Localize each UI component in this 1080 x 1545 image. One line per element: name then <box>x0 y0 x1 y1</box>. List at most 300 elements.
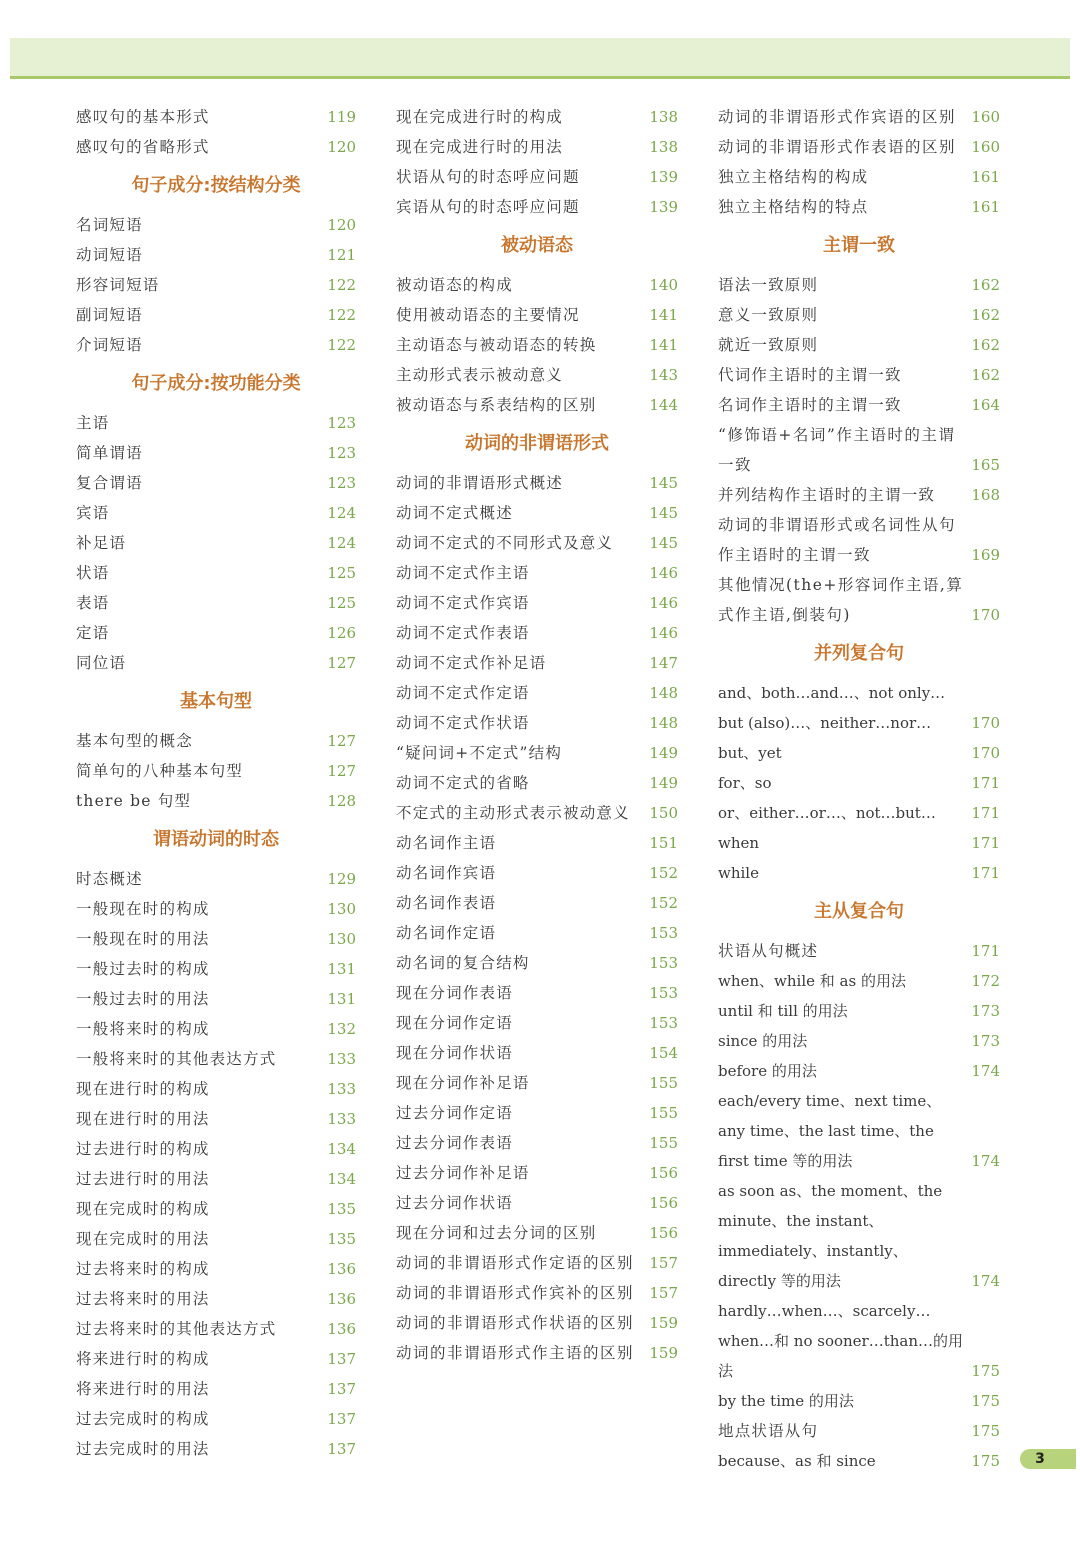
toc-entry-page: 151 <box>649 834 678 852</box>
toc-entry-title: 过去分词作状语 <box>396 1194 513 1212</box>
toc-entry[interactable] <box>718 510 1000 570</box>
toc-entry[interactable] <box>718 1416 1000 1446</box>
toc-entry-page: 130 <box>327 930 356 948</box>
toc-entry-page: 136 <box>327 1320 356 1338</box>
toc-entry[interactable] <box>396 558 678 588</box>
toc-entry[interactable] <box>396 708 678 738</box>
toc-entry-page: 175 <box>971 1362 1000 1380</box>
toc-entry-page: 169 <box>971 546 1000 564</box>
toc-entry[interactable] <box>396 738 678 768</box>
toc-entry[interactable] <box>718 738 1000 768</box>
toc-entry[interactable] <box>76 240 356 270</box>
section-heading: 并列复合句 <box>814 643 904 664</box>
toc-entry[interactable] <box>718 570 1000 630</box>
toc-entry[interactable] <box>396 768 678 798</box>
toc-entry[interactable] <box>718 360 1000 390</box>
toc-entry-title: 将来进行时的用法 <box>76 1380 210 1398</box>
toc-entry[interactable] <box>718 102 1000 132</box>
toc-entry-page: 149 <box>649 744 678 762</box>
toc-entry[interactable] <box>396 192 678 222</box>
toc-entry-title: 地点状语从句 <box>718 1422 819 1440</box>
toc-entry[interactable] <box>396 1098 678 1128</box>
toc-entry[interactable] <box>718 1176 1000 1296</box>
toc-entry-title: 过去完成时的用法 <box>76 1440 210 1458</box>
toc-entry-title: 简单句的八种基本句型 <box>76 762 244 780</box>
toc-entry[interactable] <box>396 678 678 708</box>
toc-entry-title: 现在完成进行时的用法 <box>396 138 564 156</box>
toc-entry[interactable] <box>76 1254 356 1284</box>
toc-entry[interactable] <box>76 132 356 162</box>
toc-entry-page: 162 <box>971 366 1000 384</box>
toc-entry-page: 122 <box>327 306 356 324</box>
toc-entry[interactable] <box>76 756 356 786</box>
toc-entry-title: 一般将来时的其他表达方式 <box>76 1050 277 1068</box>
toc-entry-page: 145 <box>649 534 678 552</box>
toc-entry-title: and、both…and…、not only…but (also)…、neither…nor… <box>718 684 946 732</box>
toc-entry-title: 动词的非谓语形式作主语的区别 <box>396 1344 635 1362</box>
toc-entry-title: 主语 <box>76 414 110 432</box>
toc-entry-title: 现在进行时的构成 <box>76 1080 210 1098</box>
toc-entry-title: 过去进行时的用法 <box>76 1170 210 1188</box>
toc-entry-page: 145 <box>649 474 678 492</box>
toc-entry-page: 141 <box>649 336 678 354</box>
toc-entry-title: by the time 的用法 <box>718 1392 854 1410</box>
toc-entry[interactable] <box>396 828 678 858</box>
toc-entry-title: “修饰语+名词”作主语时的主谓一致 <box>718 426 956 474</box>
toc-entry-title: 意义一致原则 <box>718 306 819 324</box>
toc-entry-title: 动词不定式的省略 <box>396 774 530 792</box>
toc-entry[interactable] <box>76 648 356 678</box>
toc-entry-title: 感叹句的基本形式 <box>76 108 210 126</box>
toc-entry-title: 语法一致原则 <box>718 276 819 294</box>
toc-entry[interactable] <box>718 996 1000 1026</box>
toc-entry[interactable] <box>76 1104 356 1134</box>
toc-entry-title: 宾语 <box>76 504 110 522</box>
toc-entry-page: 123 <box>327 474 356 492</box>
toc-entry[interactable] <box>718 936 1000 966</box>
toc-entry-title: because、as 和 since <box>718 1452 876 1470</box>
toc-entry-title: 动词的非谓语形式作定语的区别 <box>396 1254 635 1272</box>
toc-entry-page: 161 <box>971 168 1000 186</box>
toc-entry-page: 171 <box>971 864 1000 882</box>
toc-entry[interactable] <box>396 330 678 360</box>
toc-entry-title: 动名词作主语 <box>396 834 497 852</box>
toc-entry-title: 基本句型的概念 <box>76 732 193 750</box>
toc-entry-title: 名词短语 <box>76 216 143 234</box>
toc-entry-title: 简单谓语 <box>76 444 143 462</box>
toc-entry[interactable] <box>76 786 356 816</box>
toc-entry-title: 介词短语 <box>76 336 143 354</box>
toc-entry[interactable] <box>76 438 356 468</box>
toc-entry-title: 现在分词作表语 <box>396 984 513 1002</box>
toc-entry-page: 120 <box>327 216 356 234</box>
toc-entry[interactable] <box>718 1446 1000 1476</box>
section-heading: 句子成分:按结构分类 <box>131 175 301 196</box>
toc-entry-page: 171 <box>971 942 1000 960</box>
toc-entry-title: 现在分词作状语 <box>396 1044 513 1062</box>
toc-entry-title: 动名词作宾语 <box>396 864 497 882</box>
toc-entry-title: 动词不定式作补足语 <box>396 654 547 672</box>
toc-entry-title: 并列结构作主语时的主谓一致 <box>718 486 936 504</box>
toc-column-1 <box>76 102 356 1464</box>
toc-entry[interactable] <box>718 300 1000 330</box>
toc-entry-page: 132 <box>327 1020 356 1038</box>
toc-entry-title: 状语从句的时态呼应问题 <box>396 168 580 186</box>
toc-entry-title: 动词不定式的不同形式及意义 <box>396 534 614 552</box>
toc-entry-title: 表语 <box>76 594 110 612</box>
toc-entry-title: 动词不定式作状语 <box>396 714 530 732</box>
toc-entry-title: 独立主格结构的特点 <box>718 198 869 216</box>
toc-entry-page: 123 <box>327 444 356 462</box>
toc-entry-title: 一般将来时的构成 <box>76 1020 210 1038</box>
toc-entry[interactable] <box>396 270 678 300</box>
toc-entry-page: 161 <box>971 198 1000 216</box>
toc-entry[interactable] <box>396 1338 678 1368</box>
toc-entry[interactable] <box>718 1296 1000 1386</box>
toc-entry-page: 133 <box>327 1050 356 1068</box>
toc-entry[interactable] <box>396 888 678 918</box>
toc-entry-page: 137 <box>327 1380 356 1398</box>
toc-entry-title: 感叹句的省略形式 <box>76 138 210 156</box>
toc-entry[interactable] <box>76 1404 356 1434</box>
toc-entry[interactable] <box>396 1128 678 1158</box>
toc-entry[interactable] <box>76 468 356 498</box>
toc-entry-title: 副词短语 <box>76 306 143 324</box>
toc-entry-page: 148 <box>649 714 678 732</box>
section-heading: 被动语态 <box>501 235 573 256</box>
toc-entry[interactable] <box>396 1158 678 1188</box>
toc-entry[interactable] <box>396 648 678 678</box>
header-band <box>10 38 1070 76</box>
toc-entry[interactable] <box>76 498 356 528</box>
toc-entry-page: 121 <box>327 246 356 264</box>
toc-entry-page: 141 <box>649 306 678 324</box>
toc-entry-page: 162 <box>971 276 1000 294</box>
toc-entry[interactable] <box>718 858 1000 888</box>
toc-entry-page: 170 <box>971 714 1000 732</box>
toc-entry[interactable] <box>718 390 1000 420</box>
header-rule <box>10 76 1070 79</box>
toc-entry-title: 现在进行时的用法 <box>76 1110 210 1128</box>
toc-entry[interactable] <box>718 828 1000 858</box>
toc-entry-title: 一般现在时的构成 <box>76 900 210 918</box>
toc-entry-page: 146 <box>649 564 678 582</box>
toc-entry[interactable] <box>396 498 678 528</box>
toc-entry-page: 156 <box>649 1164 678 1182</box>
toc-entry[interactable] <box>76 270 356 300</box>
toc-entry-title: 动词不定式作主语 <box>396 564 530 582</box>
toc-entry-page: 156 <box>649 1224 678 1242</box>
toc-entry[interactable] <box>396 468 678 498</box>
toc-entry-title: but、yet <box>718 744 782 762</box>
toc-entry[interactable] <box>396 102 678 132</box>
toc-entry[interactable] <box>396 390 678 420</box>
toc-entry[interactable] <box>396 948 678 978</box>
toc-entry[interactable] <box>76 864 356 894</box>
toc-entry[interactable] <box>76 1044 356 1074</box>
toc-entry-page: 172 <box>971 972 1000 990</box>
toc-entry-page: 135 <box>327 1230 356 1248</box>
toc-entry-title: 一般过去时的用法 <box>76 990 210 1008</box>
toc-entry-page: 168 <box>971 486 1000 504</box>
toc-entry[interactable] <box>76 1224 356 1254</box>
toc-entry-page: 157 <box>649 1254 678 1272</box>
toc-entry-page: 148 <box>649 684 678 702</box>
toc-entry-title: 同位语 <box>76 654 127 672</box>
toc-entry-page: 156 <box>649 1194 678 1212</box>
toc-entry-title: 状语 <box>76 564 110 582</box>
toc-entry-title: 时态概述 <box>76 870 143 888</box>
toc-entry[interactable] <box>396 1248 678 1278</box>
toc-entry[interactable] <box>76 1194 356 1224</box>
toc-entry[interactable] <box>76 210 356 240</box>
toc-entry-page: 134 <box>327 1170 356 1188</box>
toc-entry[interactable] <box>76 1284 356 1314</box>
toc-entry[interactable] <box>718 1386 1000 1416</box>
toc-entry-page: 170 <box>971 606 1000 624</box>
toc-entry-page: 136 <box>327 1260 356 1278</box>
toc-entry-title: 形容词短语 <box>76 276 160 294</box>
toc-entry-title: 动词的非谓语形式概述 <box>396 474 564 492</box>
toc-entry-title: 动词不定式作定语 <box>396 684 530 702</box>
toc-entry-page: 139 <box>649 168 678 186</box>
toc-entry[interactable] <box>718 678 1000 738</box>
toc-entry[interactable] <box>76 1074 356 1104</box>
toc-entry-page: 145 <box>649 504 678 522</box>
toc-entry-title: 代词作主语时的主谓一致 <box>718 366 902 384</box>
toc-entry[interactable] <box>396 978 678 1008</box>
toc-entry[interactable] <box>76 924 356 954</box>
toc-entry[interactable] <box>76 1314 356 1344</box>
toc-entry-title: 动词不定式作宾语 <box>396 594 530 612</box>
toc-entry-title: 现在完成时的用法 <box>76 1230 210 1248</box>
toc-entry[interactable] <box>396 1188 678 1218</box>
toc-entry-title: 定语 <box>76 624 110 642</box>
toc-column-2 <box>396 102 678 1368</box>
toc-entry-page: 138 <box>649 138 678 156</box>
toc-entry[interactable] <box>718 330 1000 360</box>
toc-entry-title: 动词的非谓语形式作宾补的区别 <box>396 1284 635 1302</box>
toc-entry-page: 133 <box>327 1080 356 1098</box>
toc-entry[interactable] <box>396 1308 678 1338</box>
toc-entry-title: before 的用法 <box>718 1062 817 1080</box>
toc-entry-title: 名词作主语时的主谓一致 <box>718 396 902 414</box>
toc-entry[interactable] <box>76 588 356 618</box>
page-number: 3 <box>1035 1451 1045 1467</box>
toc-entry-page: 155 <box>649 1134 678 1152</box>
toc-entry-page: 129 <box>327 870 356 888</box>
toc-entry[interactable] <box>76 330 356 360</box>
toc-entry-title: 动名词的复合结构 <box>396 954 530 972</box>
toc-entry[interactable] <box>396 1038 678 1068</box>
toc-entry-title: 过去将来时的构成 <box>76 1260 210 1278</box>
toc-entry[interactable] <box>396 360 678 390</box>
toc-entry-page: 143 <box>649 366 678 384</box>
toc-entry-page: 149 <box>649 774 678 792</box>
toc-entry[interactable] <box>718 192 1000 222</box>
toc-entry[interactable] <box>718 1026 1000 1056</box>
toc-entry-title: 过去分词作表语 <box>396 1134 513 1152</box>
toc-entry-page: 160 <box>971 138 1000 156</box>
toc-entry[interactable] <box>396 1068 678 1098</box>
toc-entry-page: 155 <box>649 1074 678 1092</box>
toc-entry-page: 127 <box>327 762 356 780</box>
toc-entry-page: 134 <box>327 1140 356 1158</box>
toc-entry-title: 现在完成进行时的构成 <box>396 108 564 126</box>
toc-entry-page: 153 <box>649 984 678 1002</box>
toc-entry[interactable] <box>396 1218 678 1248</box>
toc-entry-page: 131 <box>327 960 356 978</box>
toc-entry[interactable] <box>76 558 356 588</box>
toc-entry[interactable] <box>76 1344 356 1374</box>
toc-entry-title: as soon as、the moment、the minute、the instant、immediately、instantly、directly 等的用法 <box>718 1182 943 1290</box>
toc-entry[interactable] <box>396 300 678 330</box>
toc-entry-page: 153 <box>649 924 678 942</box>
toc-entry-page: 119 <box>327 108 356 126</box>
toc-entry[interactable] <box>718 1056 1000 1086</box>
toc-entry-title: 现在分词作补足语 <box>396 1074 530 1092</box>
toc-entry[interactable] <box>76 102 356 132</box>
toc-entry-title: 不定式的主动形式表示被动意义 <box>396 804 630 822</box>
toc-entry-page: 144 <box>649 396 678 414</box>
toc-entry-page: 152 <box>649 894 678 912</box>
toc-entry[interactable] <box>718 798 1000 828</box>
toc-entry-page: 126 <box>327 624 356 642</box>
toc-entry-page: 173 <box>971 1002 1000 1020</box>
toc-entry-title: since 的用法 <box>718 1032 808 1050</box>
toc-entry-title: 动词的非谓语形式作宾语的区别 <box>718 108 957 126</box>
toc-entry-page: 174 <box>971 1152 1000 1170</box>
toc-entry[interactable] <box>396 858 678 888</box>
toc-entry-title: 一般现在时的用法 <box>76 930 210 948</box>
toc-entry-title: 过去将来时的用法 <box>76 1290 210 1308</box>
toc-entry-title: 动词不定式概述 <box>396 504 513 522</box>
toc-entry-page: 170 <box>971 744 1000 762</box>
section-heading: 基本句型 <box>180 691 252 712</box>
toc-entry-title: 过去完成时的构成 <box>76 1410 210 1428</box>
toc-entry-title: 动词短语 <box>76 246 143 264</box>
toc-entry-page: 137 <box>327 1440 356 1458</box>
toc-entry-title: 就近一致原则 <box>718 336 819 354</box>
toc-entry-title: 现在分词作定语 <box>396 1014 513 1032</box>
section-heading: 主谓一致 <box>823 235 895 256</box>
toc-entry[interactable] <box>76 984 356 1014</box>
toc-entry-page: 127 <box>327 732 356 750</box>
toc-entry-title: 复合谓语 <box>76 474 143 492</box>
toc-entry-title: when <box>718 834 760 852</box>
toc-entry[interactable] <box>76 1014 356 1044</box>
toc-entry-page: 159 <box>649 1344 678 1362</box>
toc-entry[interactable] <box>718 270 1000 300</box>
toc-entry[interactable] <box>396 132 678 162</box>
toc-entry-title: each/every time、next time、any time、the last time、the first time 等的用法 <box>718 1092 942 1170</box>
section-heading: 谓语动词的时态 <box>153 829 279 850</box>
toc-entry[interactable] <box>396 528 678 558</box>
toc-entry[interactable] <box>76 528 356 558</box>
toc-entry-page: 137 <box>327 1410 356 1428</box>
toc-entry-title: 动名词作定语 <box>396 924 497 942</box>
toc-entry-page: 175 <box>971 1422 1000 1440</box>
toc-entry-title: hardly…when…、scarcely…when…和 no sooner…than…的用法 <box>718 1302 964 1380</box>
toc-entry[interactable] <box>718 420 1000 480</box>
toc-entry[interactable] <box>76 726 356 756</box>
toc-entry-title: 过去分词作定语 <box>396 1104 513 1122</box>
toc-entry[interactable] <box>76 1434 356 1464</box>
toc-column-3 <box>718 102 1000 1476</box>
toc-entry-title: 过去进行时的构成 <box>76 1140 210 1158</box>
toc-entry[interactable] <box>718 966 1000 996</box>
toc-entry-page: 140 <box>649 276 678 294</box>
toc-entry-title: while <box>718 864 759 882</box>
toc-entry-page: 122 <box>327 336 356 354</box>
toc-entry-title: 动词的非谓语形式作状语的区别 <box>396 1314 635 1332</box>
toc-entry-page: 162 <box>971 336 1000 354</box>
toc-entry-title: 过去分词作补足语 <box>396 1164 530 1182</box>
toc-entry-page: 162 <box>971 306 1000 324</box>
toc-entry[interactable] <box>396 162 678 192</box>
toc-entry-title: there be 句型 <box>76 792 192 810</box>
toc-entry-page: 174 <box>971 1272 1000 1290</box>
toc-entry-title: until 和 till 的用法 <box>718 1002 848 1020</box>
toc-entry-title: 状语从句概述 <box>718 942 819 960</box>
toc-entry-title: for、so <box>718 774 772 792</box>
toc-entry-title: 独立主格结构的构成 <box>718 168 869 186</box>
toc-entry[interactable] <box>76 1134 356 1164</box>
toc-entry[interactable] <box>76 894 356 924</box>
toc-entry[interactable] <box>76 1164 356 1194</box>
toc-entry[interactable] <box>396 918 678 948</box>
toc-entry-page: 174 <box>971 1062 1000 1080</box>
toc-entry[interactable] <box>76 954 356 984</box>
toc-entry[interactable] <box>396 1278 678 1308</box>
toc-entry-title: 使用被动语态的主要情况 <box>396 306 580 324</box>
toc-entry-title: 主动语态与被动语态的转换 <box>396 336 597 354</box>
toc-entry-title: 将来进行时的构成 <box>76 1350 210 1368</box>
toc-entry-title: 过去将来时的其他表达方式 <box>76 1320 277 1338</box>
section-heading: 句子成分:按功能分类 <box>131 373 301 394</box>
toc-entry[interactable] <box>718 162 1000 192</box>
toc-entry[interactable] <box>396 1008 678 1038</box>
toc-entry[interactable] <box>76 408 356 438</box>
toc-entry-page: 175 <box>971 1452 1000 1470</box>
toc-entry[interactable] <box>76 1374 356 1404</box>
toc-entry[interactable] <box>718 132 1000 162</box>
toc-entry[interactable] <box>76 300 356 330</box>
toc-entry[interactable] <box>718 1086 1000 1176</box>
toc-entry-page: 135 <box>327 1200 356 1218</box>
toc-entry[interactable] <box>76 618 356 648</box>
toc-entry-title: when、while 和 as 的用法 <box>718 972 906 990</box>
toc-entry-page: 159 <box>649 1314 678 1332</box>
toc-entry[interactable] <box>718 768 1000 798</box>
section-heading: 动词的非谓语形式 <box>465 433 609 454</box>
toc-entry[interactable] <box>396 588 678 618</box>
toc-entry-page: 123 <box>327 414 356 432</box>
toc-entry[interactable] <box>396 798 678 828</box>
toc-entry-title: 宾语从句的时态呼应问题 <box>396 198 580 216</box>
toc-entry-page: 131 <box>327 990 356 1008</box>
toc-entry-page: 136 <box>327 1290 356 1308</box>
toc-entry-page: 164 <box>971 396 1000 414</box>
toc-entry-page: 153 <box>649 954 678 972</box>
toc-entry-page: 137 <box>327 1350 356 1368</box>
toc-entry-page: 130 <box>327 900 356 918</box>
toc-entry-page: 175 <box>971 1392 1000 1410</box>
toc-entry-title: or、either…or…、not…but… <box>718 804 936 822</box>
toc-entry[interactable] <box>718 480 1000 510</box>
toc-entry[interactable] <box>396 618 678 648</box>
toc-entry-page: 124 <box>327 504 356 522</box>
